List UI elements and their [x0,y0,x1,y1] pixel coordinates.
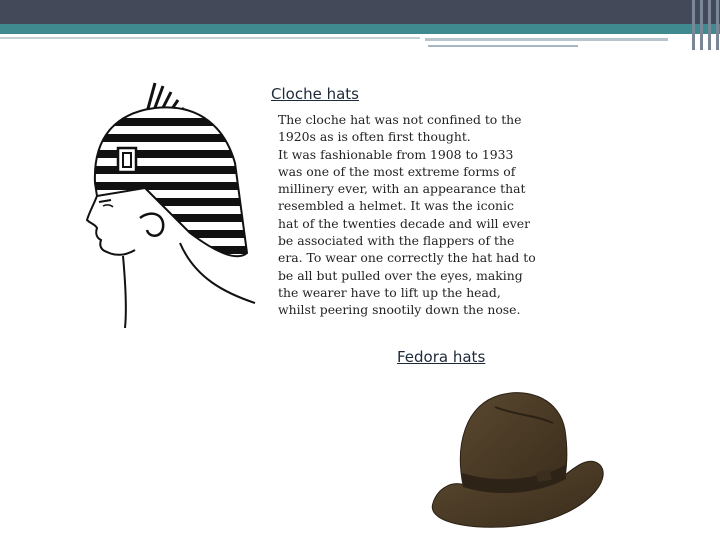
paragraph: The cloche hat was not confined to the 1920s as is often first thought. [278,112,522,145]
paragraph: It was fashionable from 1908 to 1933 was one of the most extreme forms of millinery ever, with an appearance that resembled a helmet. It was the iconic hat of the twenties decade and will ever be associated with the flappers of the era. To wear one correctly the hat had to be all but pulled over the eyes, making the wearer have to lift up the head, whilst peering snootily down the nose. [278,146,536,318]
fedora-hat-photo [425,385,610,535]
decorative-stripe [428,45,578,47]
header-bar [0,0,720,24]
corner-line [700,0,703,50]
corner-line [716,0,719,50]
corner-line [692,0,695,50]
fedora-heading: Fedora hats [397,348,486,366]
corner-line [708,0,711,50]
cloche-hat-illustration [85,78,260,333]
cloche-heading: Cloche hats [271,85,359,103]
cloche-description [278,111,538,319]
decorative-stripe [425,38,668,41]
header-accent-band [0,24,720,34]
decorative-stripe [0,37,420,39]
